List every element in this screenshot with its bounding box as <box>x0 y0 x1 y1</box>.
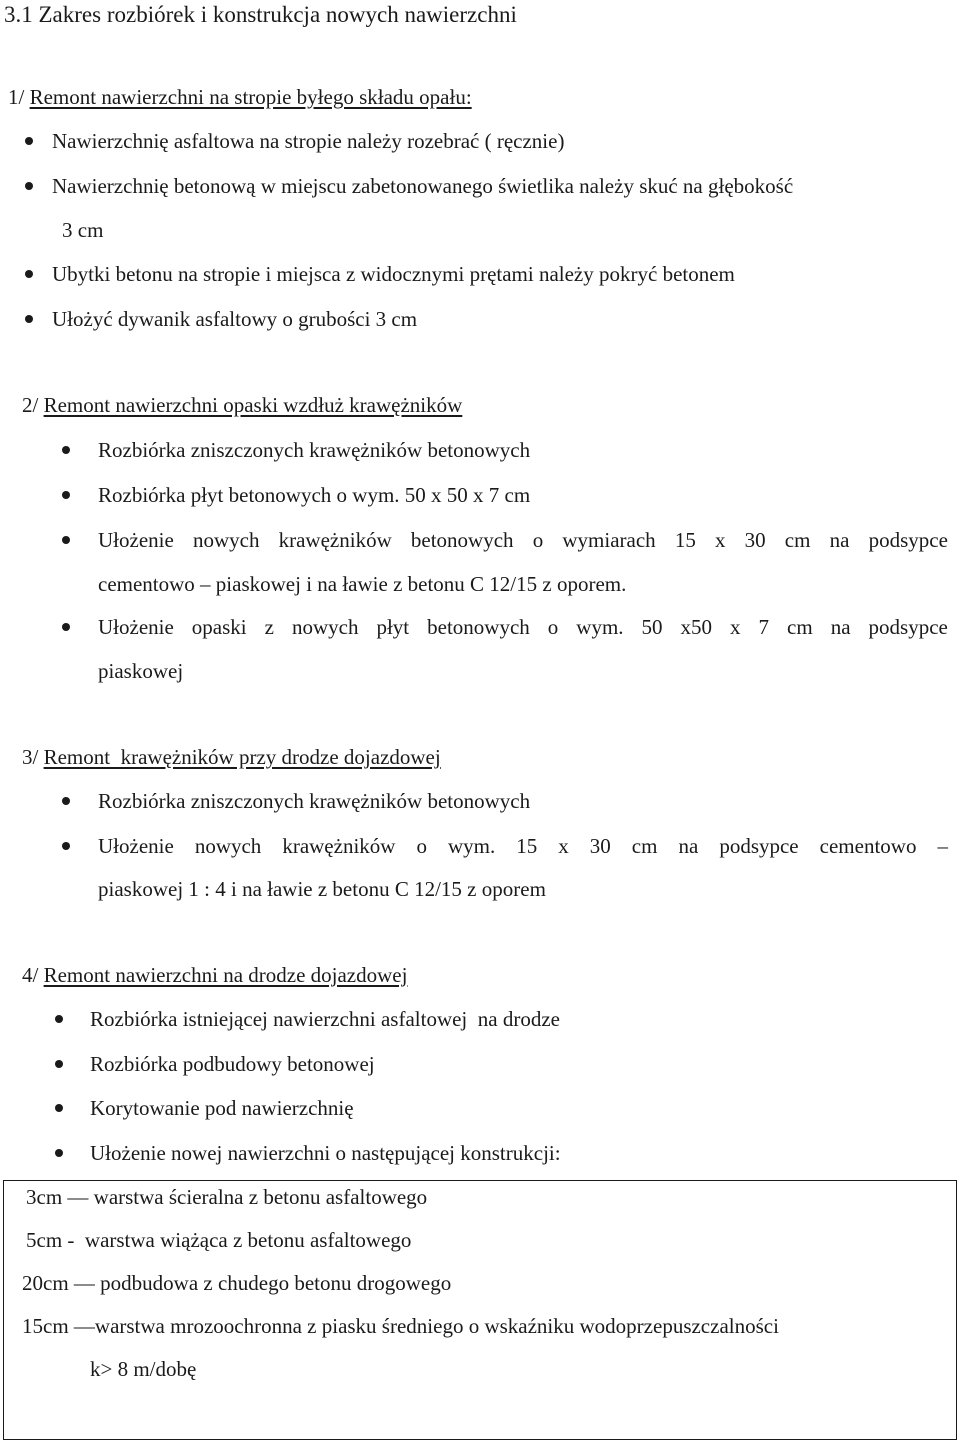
word: 30 <box>589 834 611 858</box>
list-item: Ubytki betonu na stropie i miejsca z widocznymi prętami należy pokryć betonem <box>52 262 735 286</box>
list-item: Rozbiórka zniszczonych krawężników betonowych <box>98 438 531 462</box>
layer-row-continuation: k> 8 m/dobę <box>90 1357 197 1381</box>
section-2-number: 2/ <box>22 393 44 417</box>
word: Ułożenie <box>98 528 174 552</box>
word: – <box>937 834 948 858</box>
section-3-heading <box>22 747 441 768</box>
section-4-heading <box>22 965 407 986</box>
word: na <box>829 528 850 552</box>
word: płyt <box>376 615 410 639</box>
list-item: Korytowanie pod nawierzchnię <box>90 1096 354 1120</box>
word: betonowych <box>427 615 530 639</box>
word: podsypce <box>719 834 799 858</box>
word: o <box>532 528 544 552</box>
section-4-title: Remont nawierzchni na drodze dojazdowej <box>43 963 408 987</box>
section-1-number: 1/ <box>8 85 30 109</box>
word: 7 <box>758 615 770 639</box>
word: wym. <box>576 615 624 639</box>
list-item: Nawierzchnię asfaltowa na stropie należy rozebrać ( ręcznie) <box>52 129 565 153</box>
list-item-continuation: piaskowej 1 : 4 i na ławie z betonu C 12/15 z oporem <box>98 877 546 901</box>
layer-row: 5cm - warstwa wiążąca z betonu asfaltowego <box>26 1228 412 1252</box>
layers-box <box>3 1180 957 1440</box>
word: cm <box>787 615 813 639</box>
section-title: 3.1 Zakres rozbiórek i konstrukcja nowych nawierzchni <box>4 2 517 27</box>
bullet-icon <box>62 536 70 544</box>
list-item: Ułożyć dywanik asfaltowy o grubości 3 cm <box>52 307 418 331</box>
bullet-icon <box>25 137 33 145</box>
list-item: Rozbiórka zniszczonych krawężników betonowych <box>98 789 531 813</box>
word: krawężników <box>278 528 392 552</box>
layer-row: 15cm —warstwa mrozoochronna z piasku średniego o wskaźniku wodoprzepuszczalności <box>22 1314 779 1338</box>
bullet-icon <box>62 491 70 499</box>
bullet-icon <box>62 797 70 805</box>
word: podsypce <box>868 528 948 552</box>
list-item-continuation: 3 cm <box>62 218 104 242</box>
word: x <box>714 528 726 552</box>
bullet-icon <box>25 270 33 278</box>
list-item: Ułożenie nowej nawierzchni o następującej konstrukcji: <box>90 1141 561 1165</box>
section-3-number: 3/ <box>22 745 44 769</box>
word: wymiarach <box>562 528 656 552</box>
bullet-icon <box>55 1015 63 1023</box>
list-item-continuation: piaskowej <box>98 659 184 683</box>
word: 15 <box>674 528 696 552</box>
word: 30 <box>744 528 766 552</box>
bullet-icon <box>62 446 70 454</box>
word: cm <box>631 834 658 858</box>
list-item: Nawierzchnię betonową w miejscu zabetonowanego świetlika należy skuć na głębokość <box>52 174 794 198</box>
word: o <box>547 615 559 639</box>
word: nowych <box>291 615 359 639</box>
bullet-icon <box>62 842 70 850</box>
word: x <box>558 834 569 858</box>
word: na <box>830 615 851 639</box>
list-item: Rozbiórka podbudowy betonowej <box>90 1052 375 1076</box>
word: cm <box>784 528 811 552</box>
bullet-icon <box>25 315 33 323</box>
layer-row: 3cm — warstwa ścieralna z betonu asfaltowego <box>26 1185 428 1209</box>
section-3-title: Remont krawężników przy drodze dojazdowej <box>43 745 441 769</box>
word: nowych <box>192 528 260 552</box>
word: 15 <box>516 834 538 858</box>
word: o <box>416 834 427 858</box>
list-item-justified <box>98 617 948 638</box>
word: x <box>730 615 741 639</box>
bullet-icon <box>25 182 33 190</box>
word: wym. <box>447 834 496 858</box>
section-1-heading <box>8 87 472 108</box>
bullet-icon <box>62 623 70 631</box>
word: 50 <box>641 615 663 639</box>
list-item: Rozbiórka istniejącej nawierzchni asfaltowej na drodze <box>90 1007 560 1031</box>
layer-row: 20cm — podbudowa z chudego betonu drogowego <box>22 1271 452 1295</box>
word: x50 <box>680 615 713 639</box>
bullet-icon <box>55 1149 63 1157</box>
list-item-continuation: cementowo – piaskowej i na ławie z betonu C 12/15 z oporem. <box>98 572 627 596</box>
section-4-number: 4/ <box>22 963 44 987</box>
list-item-justified <box>98 836 948 857</box>
word: betonowych <box>410 528 514 552</box>
word: krawężników <box>282 834 396 858</box>
word: Ułożenie <box>98 615 174 639</box>
bullet-icon <box>55 1104 63 1112</box>
section-2-heading <box>22 395 462 416</box>
section-2-title: Remont nawierzchni opaski wzdłuż krawężników <box>43 393 463 417</box>
section-1-title: Remont nawierzchni na stropie byłego składu opału: <box>29 85 472 109</box>
word: cementowo <box>819 834 917 858</box>
word: na <box>678 834 699 858</box>
word: z <box>264 615 274 639</box>
list-item: Rozbiórka płyt betonowych o wym. 50 x 50 x 7 cm <box>98 483 531 507</box>
word: podsypce <box>868 615 948 639</box>
word: opaski <box>191 615 247 639</box>
list-item-justified <box>98 530 948 551</box>
word: Ułożenie <box>98 834 174 858</box>
bullet-icon <box>55 1060 63 1068</box>
word: nowych <box>194 834 262 858</box>
